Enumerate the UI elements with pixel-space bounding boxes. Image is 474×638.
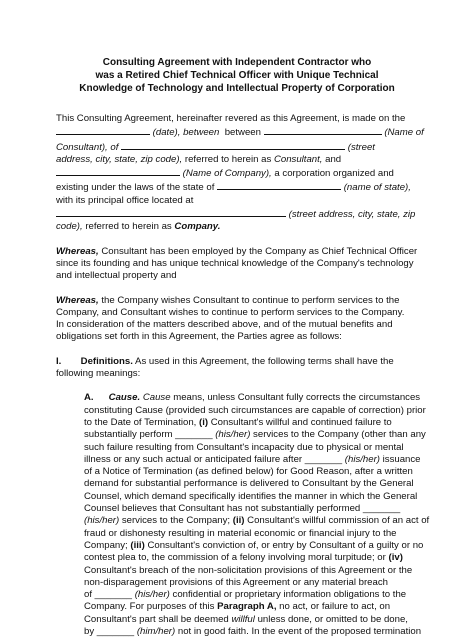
cause-text-part: issuance <box>379 453 421 465</box>
subsection-heading: Cause. <box>108 392 141 404</box>
cause-line <box>84 453 421 466</box>
cause-text-part: Consultant's part shall be deemed <box>84 613 232 625</box>
address-hint: address, city, state, zip code), <box>56 153 183 165</box>
intro-paragraph <box>56 113 424 234</box>
cause-text-part: no act, or failure to act, on <box>276 601 391 613</box>
whereas-lead: Whereas, <box>56 294 99 306</box>
street-hint: (street <box>347 141 375 153</box>
zip-hint: code), <box>56 221 83 233</box>
cause-first-line-text <box>143 392 420 403</box>
consultant-of-hint: Consultant), of <box>56 141 119 153</box>
cause-text-part: (i) <box>199 416 209 428</box>
cause-line <box>84 417 418 429</box>
cause-text-part: Company; <box>84 539 131 551</box>
cause-text-part: constituting Cause (provided such circumstances are capable of correction) prior <box>84 404 426 416</box>
section-text: following meanings: <box>56 368 141 380</box>
whereas-text: Company, and Consultant wishes to continue to perform services to the Company. <box>56 306 405 318</box>
cause-text-part: (ii) <box>232 515 245 527</box>
cause-text-part: non-disparagement provisions of this Agreement or any material breach <box>84 576 388 588</box>
section-definitions <box>56 356 418 381</box>
cause-line <box>84 429 426 441</box>
date-hint: (date), between <box>152 127 220 139</box>
title-line-2: was a Retired Chief Technical Officer with Unique Technical <box>95 70 379 81</box>
cause-text-part: such failure resulting from Consultant's incapacity due to physical or mental <box>84 441 404 453</box>
company-name-hint: (Name of Company), <box>182 168 272 180</box>
cause-text-part: Cause <box>142 392 171 404</box>
cause-text-part: Counsel believes that Consultant has not substantially performed _______ <box>84 503 401 515</box>
corporation-text: a corporation organized and <box>274 168 394 180</box>
cause-text-part: means, unless Consultant fully corrects the circumstances <box>170 392 421 404</box>
company-term: Company. <box>174 221 221 233</box>
cause-text-part: (his/her) <box>134 589 170 601</box>
between-label: between <box>224 127 261 139</box>
intro-line: This Consulting Agreement, hereinafter revered as this Agreement, is made on the <box>56 113 406 124</box>
whereas-paragraph-1 <box>56 246 418 283</box>
company-name-blank <box>56 166 180 176</box>
state-law-text: existing under the laws of the state of <box>56 182 215 194</box>
intro-line <box>56 154 418 166</box>
cause-text-part: (his/her) <box>215 429 251 441</box>
cause-text-part: substantially perform _______ <box>84 429 216 441</box>
referred-text: referred to herein as <box>184 153 272 165</box>
cause-text-part: fraud or dishonesty resulting in material economic or financial injury to the <box>84 527 397 539</box>
cause-text-part: (his/her) <box>344 453 380 465</box>
cause-line <box>84 565 418 577</box>
cause-line <box>84 539 424 552</box>
cause-line <box>84 515 430 527</box>
intro-line <box>56 180 418 194</box>
cause-line <box>84 442 418 454</box>
cause-line <box>84 625 422 638</box>
whereas-text: and intellectual property and <box>56 270 177 282</box>
intro-line <box>56 140 418 154</box>
cause-text-part: Consultant's conviction of, or entry by Consultant of a guilty or no <box>144 539 424 551</box>
cause-text-part: illness or any such actual or anticipated failure after _______ <box>84 453 345 465</box>
whereas-text: Consultant has been employed by the Company as Chief Technical Officer <box>101 245 418 257</box>
intro-line <box>56 221 418 233</box>
consultant-address-blank <box>121 140 345 150</box>
cause-text-part: Consultant's breach of the non-solicitation provisions of this Agreement or the <box>84 564 413 576</box>
whereas-text: obligations set forth in this Agreement, the Parties agree as follows: <box>56 331 342 343</box>
subsection-label: A. <box>84 392 94 404</box>
whereas-text: since its founding and has unique technical knowledge of the Company's technology <box>56 257 414 269</box>
intro-line <box>56 207 418 221</box>
cause-line <box>84 478 418 490</box>
date-blank <box>56 125 150 135</box>
cause-line <box>84 404 426 417</box>
cause-text-part: (iv) <box>388 552 403 564</box>
cause-text-part: by _______ <box>84 625 137 637</box>
and-text: and <box>325 153 342 165</box>
cause-text-part: (iii) <box>130 539 145 551</box>
referred-text: referred to herein as <box>85 221 172 233</box>
cause-line <box>84 466 418 478</box>
section-text: As used in this Agreement, the following terms shall have the <box>135 355 394 367</box>
cause-text-part: of a Notice of Termination (as defined below) for Good Reason, after a written <box>84 466 413 478</box>
company-street-hint: (street address, city, state, zip <box>288 209 416 221</box>
cause-text-part: Counsel, which demand specifically identifies the manner in which the General <box>84 490 418 502</box>
cause-text-part: of _______ <box>84 589 135 601</box>
cause-text-part: services to the Company; <box>119 515 233 527</box>
cause-text-part: Paragraph A, <box>217 601 277 613</box>
intro-line: with its principal office located at <box>56 194 194 206</box>
cause-text-part: services to the Company (other than any <box>250 429 426 441</box>
whereas-paragraph-2 <box>56 295 418 344</box>
cause-line <box>84 528 418 540</box>
cause-line <box>84 503 418 515</box>
section-number: I. <box>56 355 62 367</box>
cause-text-part: (him/her) <box>136 625 176 637</box>
cause-text-part: to the Date of Termination, <box>84 416 200 428</box>
consultant-name-hint: (Name of <box>384 127 424 139</box>
cause-text-part: Consultant's willful and continued failure to <box>208 416 392 428</box>
cause-text-part: unless done, or omitted to be done, <box>254 613 408 625</box>
cause-text-part: Consultant's willful commission of an act of <box>244 515 430 527</box>
state-blank <box>217 180 341 190</box>
consultant-name-blank <box>264 125 382 135</box>
cause-line <box>84 491 418 503</box>
title-line-1: Consulting Agreement with Independent Contractor who <box>102 57 372 68</box>
subsection-cause <box>84 392 430 638</box>
cause-line <box>84 614 418 626</box>
section-heading: Definitions. <box>80 355 133 367</box>
cause-text-part: (his/her) <box>84 515 120 527</box>
cause-text-part: demand for substantial performance is delivered to Consultant by the General <box>84 478 414 490</box>
state-hint: (name of state), <box>343 182 411 194</box>
cause-line <box>84 589 418 601</box>
company-address-blank <box>56 207 286 217</box>
title-line-3: Knowledge of Technology and Intellectual Property of Corporation <box>79 83 395 94</box>
whereas-lead: Whereas, <box>56 245 99 257</box>
cause-text-part: willful <box>231 613 255 625</box>
cause-line <box>84 552 418 564</box>
intro-line <box>56 125 424 139</box>
cause-line <box>84 577 418 589</box>
whereas-text: the Company wishes Consultant to continue to perform services to the <box>101 294 400 306</box>
cause-text-part: Company. For purposes of this <box>84 601 218 613</box>
intro-line <box>56 166 418 180</box>
cause-text-part: contest plea to, the commission of a felony involving moral turpitude; or <box>84 552 389 564</box>
document-title <box>56 56 418 95</box>
whereas-text: In consideration of the matters described above, and of the mutual benefits and <box>56 319 393 331</box>
consultant-term: Consultant, <box>273 153 323 165</box>
cause-body <box>84 404 430 638</box>
cause-text-part: not in good faith. In the event of the proposed termination <box>175 625 422 637</box>
cause-text-part: confidential or proprietary information obligations to the <box>169 589 407 601</box>
cause-line <box>84 601 418 613</box>
